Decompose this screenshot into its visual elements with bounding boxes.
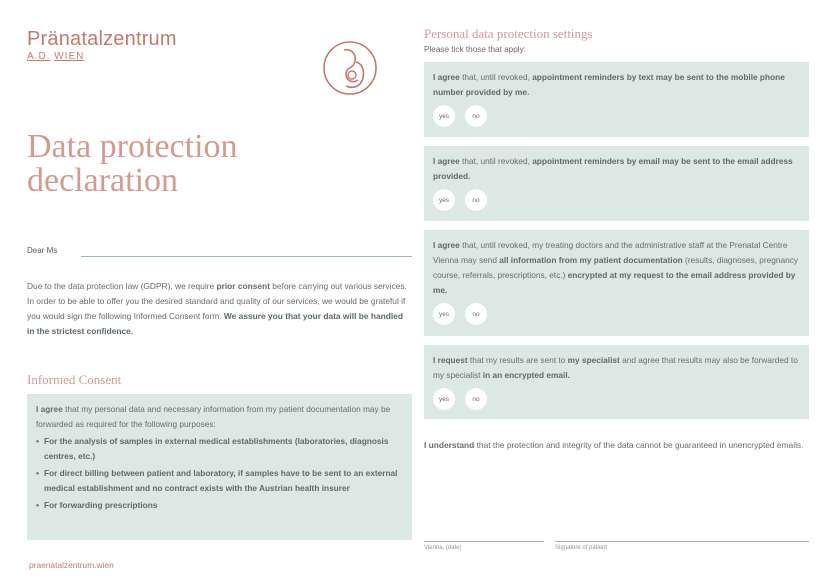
intro-bold-2: We assure you that your data will be handled in the strictest confidence. <box>27 311 403 336</box>
consent-box-documentation <box>424 230 809 336</box>
consent-doc-options <box>433 303 487 325</box>
brand-subtitle <box>27 51 84 62</box>
consent-doc-text-1: that, until revoked, my treating doctors and the administrative staff at the Prenatal Centre Vienna may send <box>433 240 788 265</box>
intro-bold-1: prior consent <box>216 281 270 291</box>
salutation-name-field[interactable] <box>81 256 412 257</box>
understand-bold: I understand <box>424 440 475 450</box>
salutation-label: Dear Ms <box>27 246 58 255</box>
consent-spec-text-2: and agree that results may also be forwarded to my specialist <box>433 355 798 380</box>
no-option-sms[interactable]: no <box>465 105 487 127</box>
yes-option-specialist[interactable]: yes <box>433 388 455 410</box>
consent-email-bold-2: appointment reminders by email may be sent to the email address provided. <box>433 156 793 181</box>
intro-paragraph <box>27 279 412 339</box>
consent-email-options <box>433 189 487 211</box>
purpose-list <box>36 434 402 513</box>
settings-subheading: Please tick those that apply: <box>424 45 526 54</box>
page-title-line1: Data protection <box>27 128 238 165</box>
consent-doc-bold-2: all information from my patient documentation <box>499 255 683 265</box>
patient-signature-field[interactable] <box>555 541 809 542</box>
patient-signature-label: Signature of patient <box>555 545 608 551</box>
purpose-item: • For direct billing between patient and laboratory, if samples have to be sent to an external medical establishment and no contract exists with the Austrian health insurer <box>36 466 402 496</box>
date-signature-field[interactable] <box>424 541 544 542</box>
consent-box-sms <box>424 62 809 137</box>
consent-email-text-1: that, until revoked, <box>459 156 533 166</box>
consent-sms-options <box>433 105 487 127</box>
consent-box-specialist <box>424 345 809 419</box>
understand-text: that the protection and integrity of the data cannot be guaranteed in unencrypted emails. <box>474 440 804 450</box>
consent-doc-bold-3: encrypted at my request to the email address provided by me. <box>433 270 796 295</box>
page-title-line2: declaration <box>27 162 179 199</box>
purpose-item: • For forwarding prescriptions <box>36 498 402 513</box>
yes-option-sms[interactable]: yes <box>433 105 455 127</box>
consent-doc-text-2: (results, diagnoses, pregnancy course, referrals, prescriptions, etc.) <box>433 255 799 280</box>
understand-statement <box>424 437 809 454</box>
consent-doc-bold-1: I agree <box>433 240 460 250</box>
consent-sms-bold-1: I agree <box>433 72 460 82</box>
consent-email-bold-1: I agree <box>433 156 460 166</box>
informed-consent-bold: I agree <box>36 404 63 414</box>
consent-spec-options <box>433 388 487 410</box>
consent-text-email <box>433 154 800 184</box>
intro-text-1: Due to the data protection law (GDPR), we require <box>27 281 217 291</box>
consent-spec-bold-2: my specialist <box>567 355 620 365</box>
consent-spec-bold-1: I request <box>433 355 468 365</box>
pregnant-silhouette-logo-icon <box>322 40 378 96</box>
yes-option-documentation[interactable]: yes <box>433 303 455 325</box>
date-field-label: Vienna, (date) <box>424 545 462 551</box>
consent-sms-text-1: that, until revoked, <box>459 72 533 82</box>
purpose-item: • For the analysis of samples in external medical establishments (laboratories, diagnosis centres, etc.) <box>36 434 402 464</box>
brand-name: Pränatalzentrum <box>27 28 177 50</box>
page-title <box>27 130 347 198</box>
consent-spec-text-1: that my results are sent to <box>467 355 568 365</box>
website-link[interactable]: praenatalzentrum.wien <box>29 560 114 570</box>
brand-subtitle-city: WIEN <box>54 51 85 62</box>
consent-spec-bold-3: in an encrypted email. <box>482 370 570 380</box>
informed-consent-text <box>36 402 402 432</box>
no-option-email[interactable]: no <box>465 189 487 211</box>
consent-box-email <box>424 146 809 221</box>
brand-subtitle-prefix: A.D. <box>27 51 51 62</box>
no-option-specialist[interactable]: no <box>465 388 487 410</box>
no-option-documentation[interactable]: no <box>465 303 487 325</box>
informed-consent-box <box>27 394 412 540</box>
consent-text-documentation <box>433 238 800 298</box>
consent-text-specialist <box>433 353 800 383</box>
consent-text-sms <box>433 70 800 100</box>
informed-consent-body: that my personal data and necessary information from my patient documentation may be forwarded as required for the following purposes: <box>36 404 391 429</box>
intro-text-2: before carrying out various services. In order to be able to offer you the desired standard and quality of our services, we would be grateful if you would sign the following Informed Consent form. <box>27 281 407 321</box>
yes-option-email[interactable]: yes <box>433 189 455 211</box>
informed-consent-heading: Informed Consent <box>27 372 122 387</box>
settings-heading: Personal data protection settings <box>424 26 593 41</box>
consent-sms-bold-2: appointment reminders by text may be sent to the mobile phone number provided by me. <box>433 72 785 97</box>
